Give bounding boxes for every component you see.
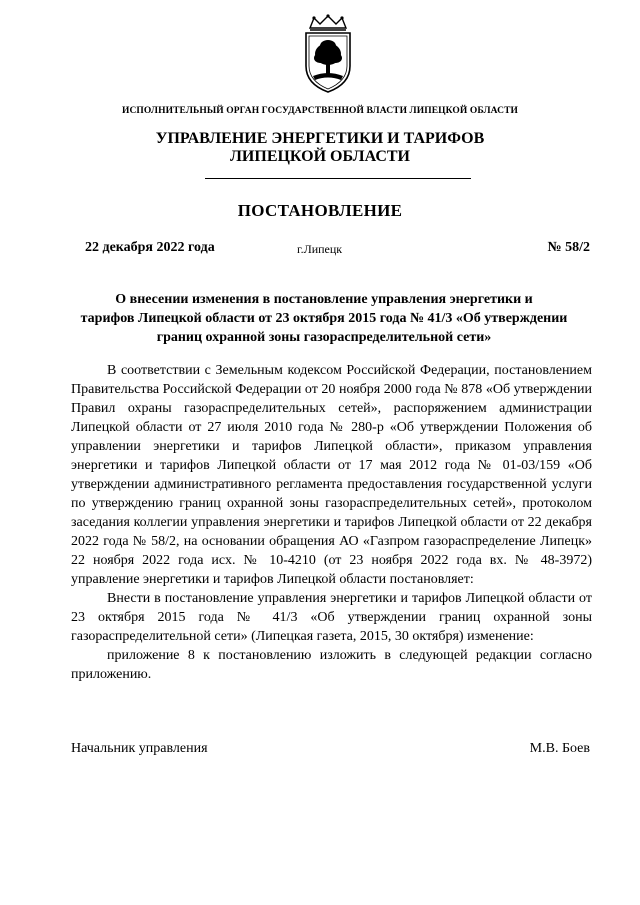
signature-position: Начальник управления [71, 741, 208, 756]
department-name-line1: УПРАВЛЕНИЕ ЭНЕРГЕТИКИ И ТАРИФОВ [155, 130, 485, 147]
title-line2: тарифов Липецкой области от 23 октября 2015 года № 41/3 «Об утверждении [80, 311, 568, 326]
document-city: г.Липецк [297, 242, 343, 256]
coat-of-arms-icon [296, 14, 360, 94]
organization-name: ИСПОЛНИТЕЛЬНЫЙ ОРГАН ГОСУДАРСТВЕННОЙ ВЛАСТИ ЛИПЕЦКОЙ ОБЛАСТИ [121, 106, 519, 116]
document-body [71, 361, 592, 684]
document-number: № 58/2 [547, 240, 590, 255]
document-title [74, 290, 574, 347]
header-divider [205, 178, 471, 179]
body-paragraph: В соответствии с Земельным кодексом Российской Федерации, постановлением Правительства Российской Федерации от 20 ноября 2000 года № 878 «Об утверждении Правил охраны газораспределительных сетей», распоряжением администрации Липецкой области от 27 июля 2010 года № 280-р «Об утверждении Положения об управлении энергетики и тарифов Липецкой области», приказом управления энергетики и тарифов Липецкой области от 17 мая 2012 года № 01-03/159 «Об утверждении административного регламента предоставления государственной услуги по утверждению границ охранной зоны газораспределительных сетей», протоколом заседания коллегии управления энергетики и тарифов Липецкой области от 22 декабря 2022 года № 58/2, на основании обращения АО «Газпром газораспределение Липецк» 22 ноября 2022 года исх. № 10-4210 (от 23 ноября 2022 года вх. № 48-3972) управление энергетики и тарифов Липецкой области постановляет: [71, 363, 592, 587]
document-date: 22 декабря 2022 года [85, 240, 215, 255]
document-type: ПОСТАНОВЛЕНИЕ [237, 201, 403, 220]
title-line1: О внесении изменения в постановление управления энергетики и [115, 292, 533, 307]
department-name-line2: ЛИПЕЦКОЙ ОБЛАСТИ [230, 148, 410, 165]
title-line3: границ охранной зоны газораспределительной сети» [156, 330, 492, 345]
signature-name: М.В. Боев [529, 741, 590, 756]
department-name [0, 130, 640, 166]
body-paragraph: приложение 8 к постановлению изложить в следующей редакции согласно приложению. [71, 648, 592, 682]
body-paragraph: Внести в постановление управления энергетики и тарифов Липецкой области от 23 октября 2015 года № 41/3 «Об утверждении границ охранной зоны газораспределительной сети» (Липецкая газета, 2015, 30 октября) изменение: [71, 591, 592, 644]
